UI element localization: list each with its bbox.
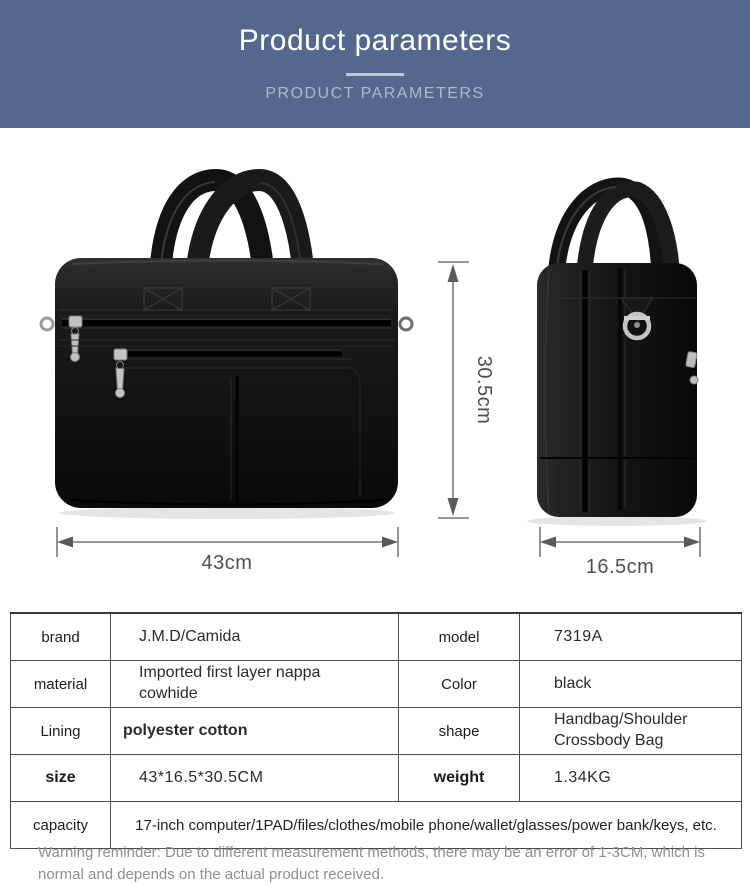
warning-reminder-text: Warning reminder: Due to different measurement methods, there may be an error of 1-3CM, which is normal and depends on the actual product received. [38,844,705,883]
capacity-value: 17-inch computer/1PAD/files/clothes/mobile phone/wallet/glasses/power bank/keys, etc. [111,802,742,849]
side-body [537,263,697,517]
front-width-dimension-label: 43cm [201,552,253,574]
page-subtitle: PRODUCT PARAMETERS [265,85,485,102]
lining-value: polyester cotton [111,708,399,755]
size-label: size [11,755,111,802]
table-row-lining-shape [11,708,742,755]
brand-label: brand [11,613,111,661]
table-row-material-color [11,661,742,708]
capacity-label: capacity [11,802,111,849]
bag-front-view [41,180,412,519]
bag-side-view [527,186,707,526]
size-value: 43*16.5*30.5CM [111,755,399,802]
lining-label: Lining [11,708,111,755]
shape-label: shape [399,708,520,755]
shape-value [520,708,742,755]
color-value: black [520,661,742,708]
page-title: Product parameters [238,24,512,57]
material-label: material [11,661,111,708]
brand-value: J.M.D/Camida [111,613,399,661]
height-dimension-label: 30.5cm [473,355,495,425]
table-row-brand-model [11,613,742,661]
spec-table [10,612,742,849]
front-body [55,258,398,508]
bag-illustration [0,128,750,600]
model-value: 7319A [520,613,742,661]
product-views-section [0,128,750,600]
weight-value: 1.34KG [520,755,742,802]
shape-value-text: Handbag/Shoulder Crossbody Bag [554,711,688,749]
header-banner [0,0,750,128]
weight-label: weight [399,755,520,802]
material-value [111,661,399,708]
header-divider-line [346,73,404,76]
table-row-size-weight [11,755,742,802]
model-label: model [399,613,520,661]
material-value-text: Imported first layer nappa cowhide [139,664,321,702]
color-label: Color [399,661,520,708]
depth-dimension-label: 16.5cm [585,556,655,578]
